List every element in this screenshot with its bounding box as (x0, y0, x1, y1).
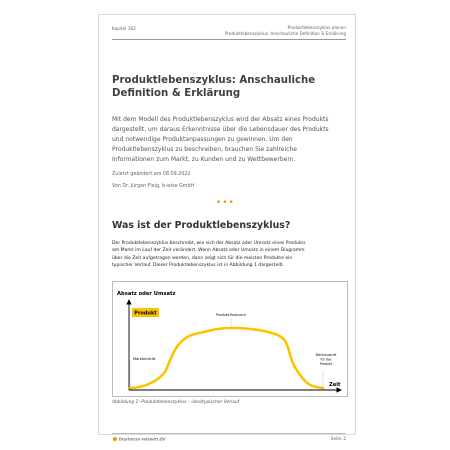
annotation-end-line: Produkt (319, 362, 333, 366)
figure-box (112, 281, 348, 397)
footer-logo-text: business-wissen.de (119, 437, 166, 443)
header-right-line2: Produktlebenszyklus: Anschauliche Definition & Erklärung (224, 30, 346, 36)
body-paragraph (112, 240, 350, 270)
body-line: am Markt im Lauf der Zeit verändert. Wenn Absatz oder Umsatz in einem Diagramm (112, 248, 305, 254)
product-tag-label: Produkt (134, 310, 157, 317)
document-page (98, 14, 356, 443)
body-line: Der Produktlebenszyklus beschreibt, wie sich der Absatz oder Umsatz eines Produkts (112, 241, 306, 246)
y-axis-label: Absatz oder Umsatz (117, 291, 176, 297)
life-cycle-diagram (113, 282, 349, 398)
annotation-end-line: Marktaustritt (315, 353, 337, 357)
page-number: Seite 2 (330, 437, 346, 442)
separator-dots: ••• (216, 198, 235, 208)
x-axis-label: Zeit (329, 382, 341, 388)
intro-line: und notwendige Produktanpassungen zu gewinnen. Um den (112, 136, 293, 143)
annotation-end-line: für das (320, 357, 332, 362)
intro-line: Informationen zum Markt, zu Kunden und zu Wettbewerbern. (112, 156, 296, 163)
header-right-line1: Produktlebenszyklus planen (287, 25, 346, 30)
intro-line: dargestellt, um daraus Erkenntnisse über die Lebensdauer des Produkts (112, 126, 329, 133)
annotation-peak: Produkt-Relaunch (216, 313, 246, 317)
intro-line: Mit dem Modell des Produktlebenszyklus wird der Absatz eines Produkts (112, 116, 329, 123)
header-chapter: Kapitel 182 (112, 26, 136, 31)
header-right (225, 25, 346, 36)
section-heading: Was ist der Produktlebenszyklus? (112, 220, 291, 231)
footer-divider (112, 433, 346, 434)
header-divider (112, 39, 346, 40)
title-line-1: Produktlebenszyklus: Anschauliche (112, 75, 316, 86)
body-line: typischer Verlauf. Dieser Produktlebenszyklus ist in Abbildung 1 dargestellt. (112, 263, 285, 269)
annotation-start: Markteintritt (133, 357, 156, 361)
author-line: Von Dr. Jürgen Fleig, b-wise GmbH (112, 184, 195, 189)
intro-line: Produktlebenszyklus zu beschreiben, brauchen Sie zahlreiche (112, 146, 297, 153)
figure-caption: Abbildung 1: Produktlebenszyklus – idealtypischer Verlauf (112, 400, 240, 405)
last-changed: Zuletzt geändert am 08.09.2022 (112, 172, 191, 177)
footer-logo[interactable] (113, 437, 166, 443)
intro-paragraph (112, 115, 344, 165)
title-line-2: Definition & Erklärung (112, 88, 241, 99)
life-cycle-curve (130, 328, 323, 388)
logo-dot-icon (113, 437, 117, 441)
page-title (112, 74, 342, 100)
body-line: über die Zeit aufgetragen werden, dann zeigt sich für die meisten Produkte ein (112, 255, 293, 261)
